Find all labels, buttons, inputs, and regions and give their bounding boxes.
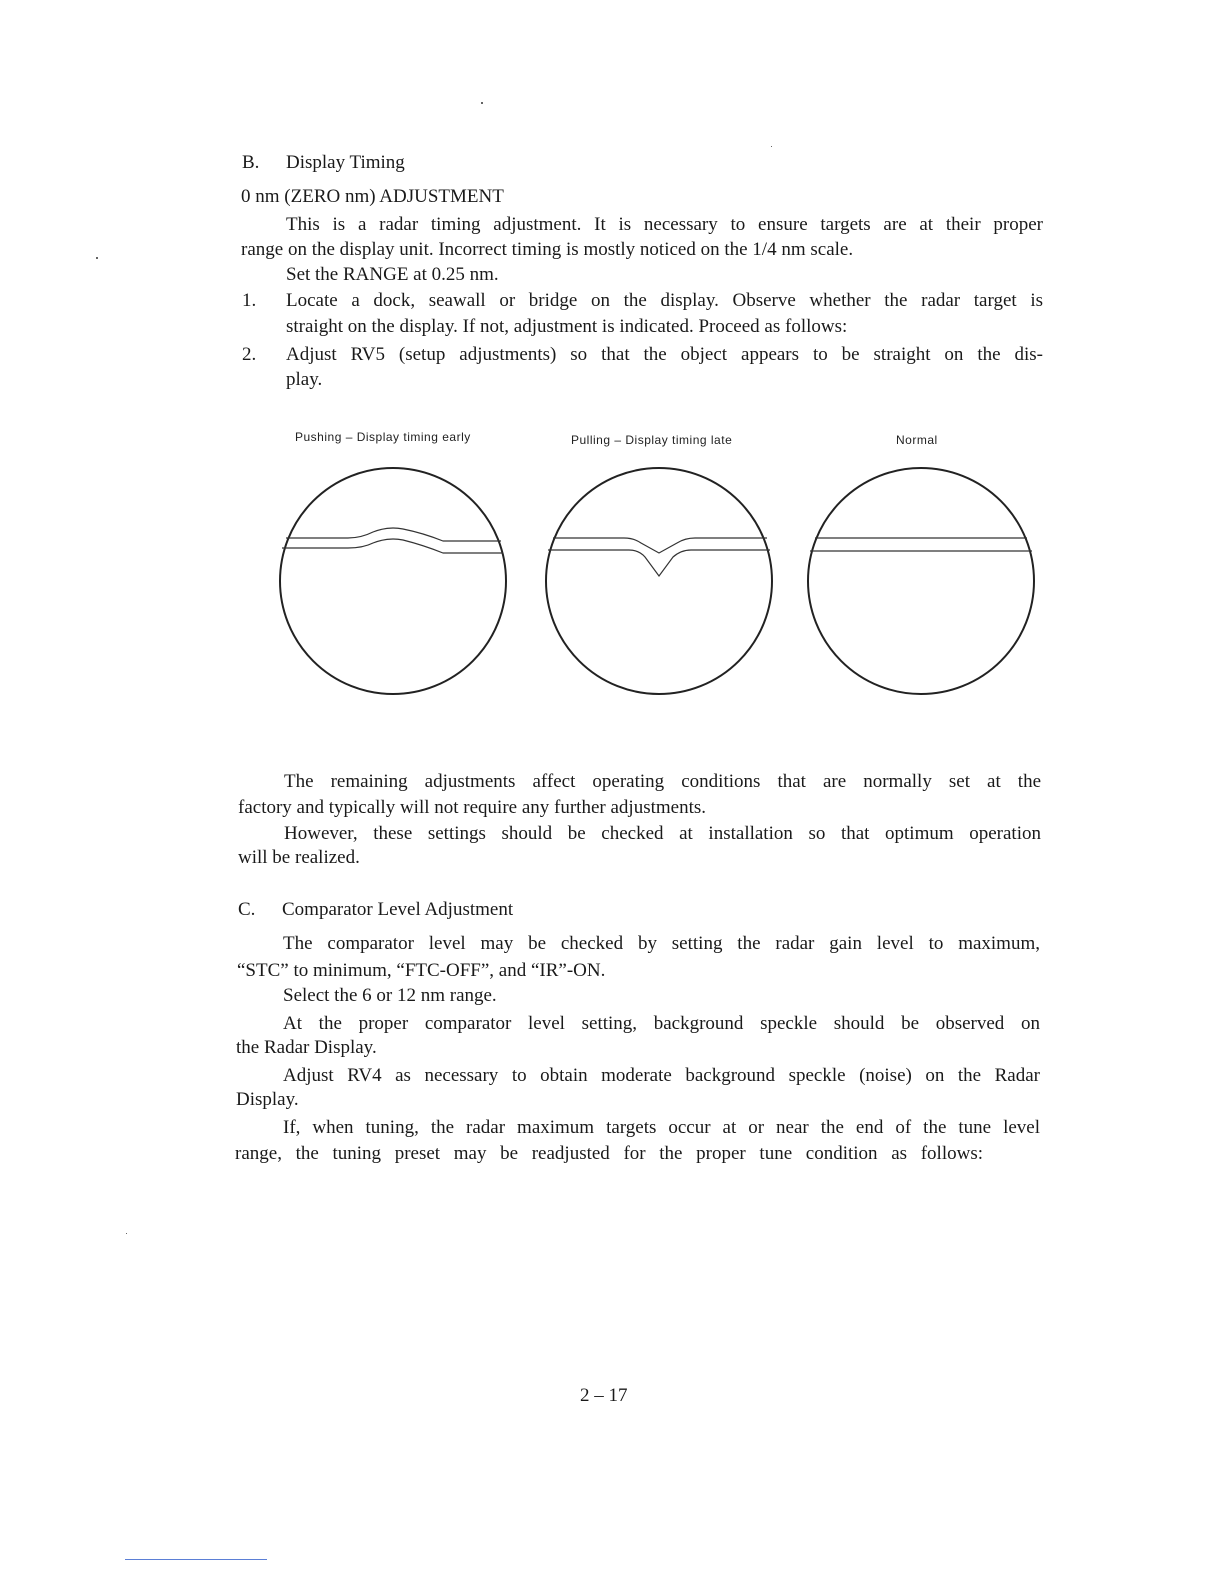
- installation-paragraph-line-2: will be realized.: [238, 847, 360, 868]
- target-line-lower: [548, 550, 770, 576]
- step-1-line-1: Locate a dock, seawall or bridge on the display. Observe whether the radar target is: [286, 290, 1043, 311]
- display-circle: [808, 468, 1034, 694]
- rv4-paragraph-line-2: Display.: [236, 1089, 299, 1110]
- tuning-paragraph-line-2: range, the tuning preset may be readjusted for the proper tune condition as follows:: [235, 1143, 983, 1164]
- scan-speck: [481, 102, 483, 104]
- comparator-paragraph-line-1: The comparator level may be checked by setting the radar gain level to maximum,: [283, 933, 1040, 954]
- bottom-rule: [125, 1559, 267, 1560]
- installation-paragraph-line-1: However, these settings should be checked at installation so that optimum operation: [284, 823, 1041, 844]
- section-c-letter: C.: [238, 899, 256, 920]
- section-b-letter: B.: [242, 152, 260, 173]
- display-circle: [280, 468, 506, 694]
- timing-paragraph-line-1: This is a radar timing adjustment. It is necessary to ensure targets are at their proper: [286, 214, 1043, 235]
- caption-normal: Normal: [896, 433, 938, 447]
- step-number: 1.: [242, 290, 257, 311]
- comparator-paragraph-line-2: “STC” to minimum, “FTC-OFF”, and “IR”-ON.: [237, 960, 606, 981]
- scan-speck: [771, 146, 772, 147]
- caption-pushing: Pushing – Display timing early: [295, 430, 471, 444]
- timing-paragraph-line-2: range on the display unit. Incorrect timing is mostly noticed on the 1/4 nm scale.: [241, 239, 854, 260]
- step-number: 2.: [242, 344, 257, 365]
- scan-speck: [96, 257, 98, 259]
- set-range-line: Set the RANGE at 0.25 nm.: [286, 264, 499, 285]
- zero-nm-subheading: 0 nm (ZERO nm) ADJUSTMENT: [241, 186, 504, 207]
- page-number: 2 – 17: [580, 1385, 628, 1406]
- normal-display-diagram: [801, 461, 1041, 701]
- pushing-display-diagram: [273, 461, 513, 701]
- pulling-display-diagram: [539, 461, 779, 701]
- section-b-title: Display Timing: [286, 152, 405, 173]
- rv4-paragraph-line-1: Adjust RV4 as necessary to obtain moderate background speckle (noise) on the Radar: [283, 1065, 1040, 1086]
- target-line-upper: [553, 538, 767, 553]
- step-2-line-1: Adjust RV5 (setup adjustments) so that the object appears to be straight on the dis-: [286, 344, 1043, 365]
- tuning-paragraph-line-1: If, when tuning, the radar maximum targets occur at or near the end of the tune level: [283, 1117, 1040, 1138]
- select-range-line: Select the 6 or 12 nm range.: [283, 985, 497, 1006]
- scan-speck: [126, 1233, 127, 1234]
- step-1-line-2: straight on the display. If not, adjustment is indicated. Proceed as follows:: [286, 316, 848, 337]
- remaining-paragraph-line-1: The remaining adjustments affect operating conditions that are normally set at the: [284, 771, 1041, 792]
- display-circle: [546, 468, 772, 694]
- speckle-paragraph-line-2: the Radar Display.: [236, 1037, 377, 1058]
- remaining-paragraph-line-2: factory and typically will not require any further adjustments.: [238, 797, 706, 818]
- step-2-line-2: play.: [286, 369, 323, 390]
- speckle-paragraph-line-1: At the proper comparator level setting, background speckle should be observed on: [283, 1013, 1040, 1034]
- caption-pulling: Pulling – Display timing late: [571, 433, 733, 447]
- section-c-title: Comparator Level Adjustment: [282, 899, 514, 920]
